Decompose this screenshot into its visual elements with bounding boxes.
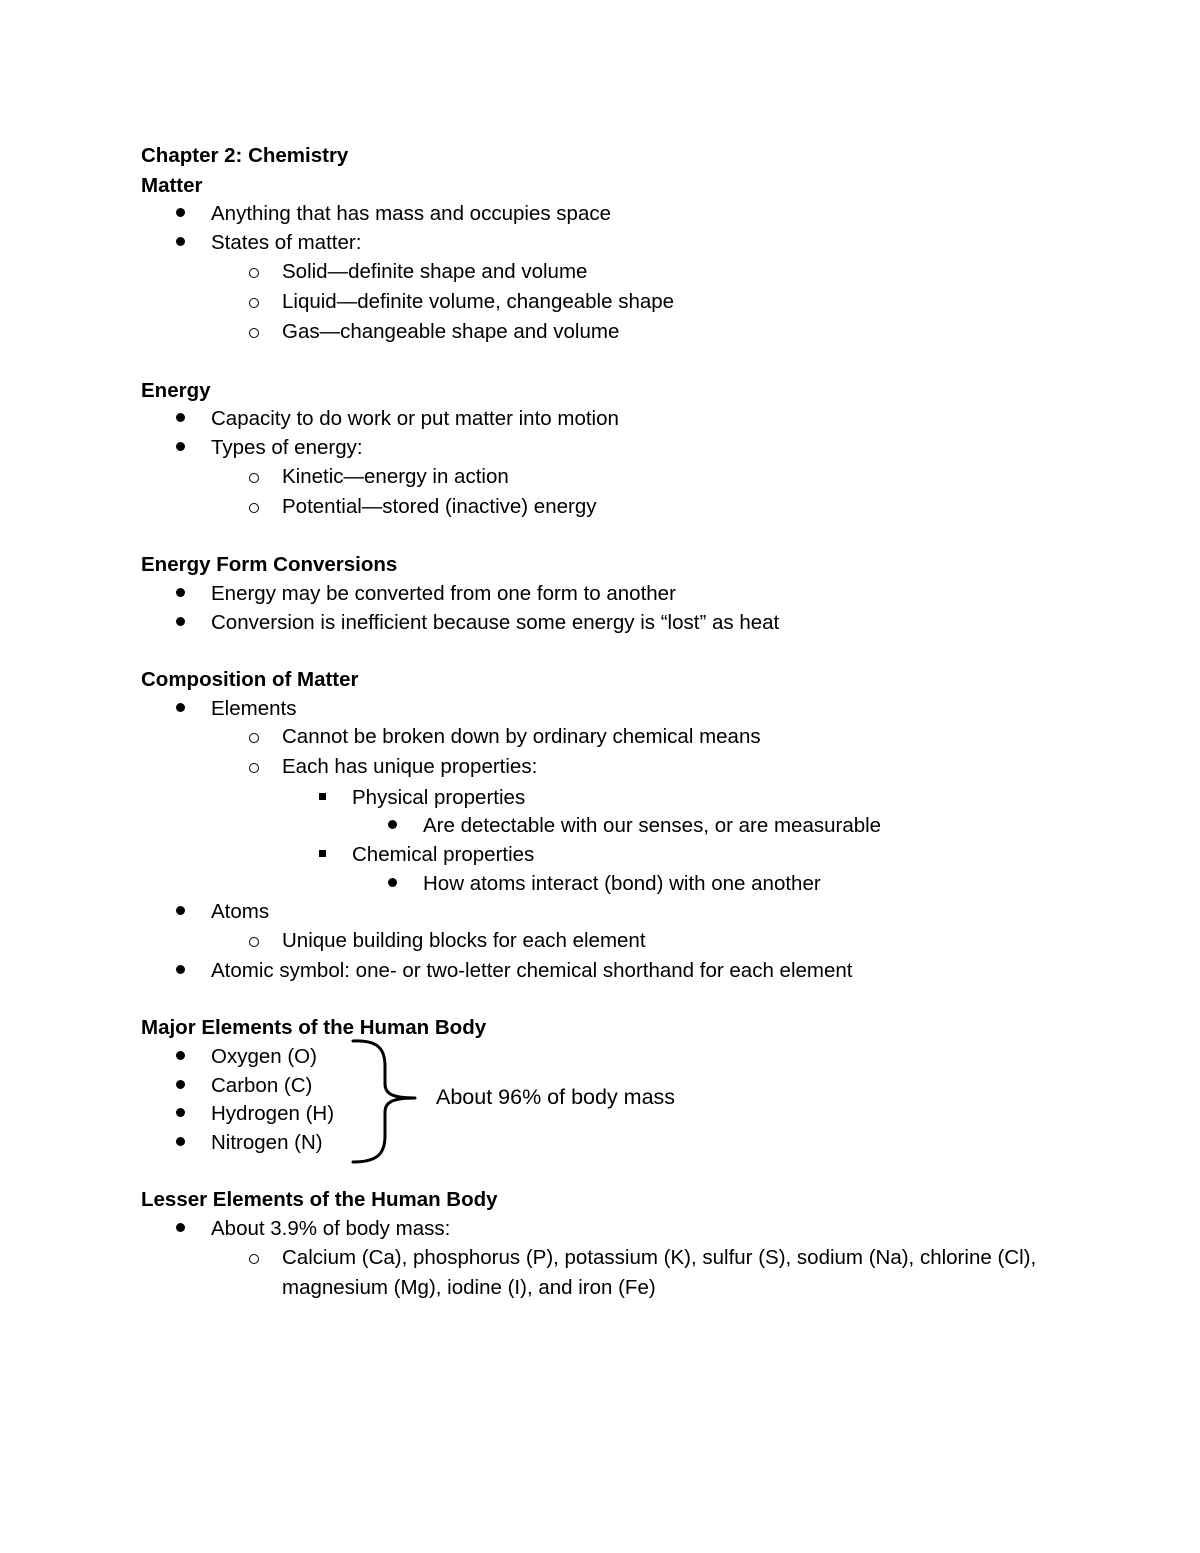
bullet-square-icon xyxy=(319,793,326,800)
section-heading-matter: Matter xyxy=(141,174,203,197)
bullet-circle-icon xyxy=(249,298,259,308)
list-item: Elements xyxy=(211,697,297,720)
list-item: Atomic symbol: one- or two-letter chemical shorthand for each element xyxy=(211,959,853,982)
bullet-disc-icon xyxy=(176,617,185,626)
bullet-disc-icon xyxy=(176,237,185,246)
list-item: Carbon (C) xyxy=(211,1074,313,1097)
list-item-level4: How atoms interact (bond) with one another xyxy=(423,872,821,895)
list-subitem: Potential—stored (inactive) energy xyxy=(282,495,597,518)
list-item: Hydrogen (H) xyxy=(211,1102,335,1125)
list-item: Types of energy: xyxy=(211,436,363,459)
list-subsubitem: Physical properties xyxy=(352,786,526,809)
list-item: Capacity to do work or put matter into motion xyxy=(211,407,619,430)
bullet-disc-icon xyxy=(176,588,185,597)
list-subitem: Cannot be broken down by ordinary chemical means xyxy=(282,725,761,748)
list-subitem-continuation: magnesium (Mg), iodine (I), and iron (Fe) xyxy=(282,1276,656,1299)
bullet-square-icon xyxy=(319,850,326,857)
list-subsubitem: Chemical properties xyxy=(352,843,535,866)
bullet-disc-icon xyxy=(176,965,185,974)
bullet-circle-icon xyxy=(249,503,259,513)
bullet-circle-icon xyxy=(249,473,259,483)
bullet-disc-icon xyxy=(176,1051,185,1060)
bullet-disc-icon xyxy=(388,878,397,887)
list-item: Anything that has mass and occupies space xyxy=(211,202,611,225)
bullet-disc-icon xyxy=(176,208,185,217)
bullet-circle-icon xyxy=(249,268,259,278)
list-subitem: Solid—definite shape and volume xyxy=(282,260,588,283)
list-item: Energy may be converted from one form to another xyxy=(211,582,676,605)
section-heading-conversions: Energy Form Conversions xyxy=(141,553,398,576)
bullet-disc-icon xyxy=(388,820,397,829)
list-item: States of matter: xyxy=(211,231,362,254)
list-subitem: Each has unique properties: xyxy=(282,755,538,778)
list-subitem: Kinetic—energy in action xyxy=(282,465,509,488)
list-item-level4: Are detectable with our senses, or are measurable xyxy=(423,814,882,837)
bullet-circle-icon xyxy=(249,937,259,947)
section-heading-composition: Composition of Matter xyxy=(141,668,359,691)
list-subitem: Gas—changeable shape and volume xyxy=(282,320,620,343)
bullet-disc-icon xyxy=(176,442,185,451)
bullet-disc-icon xyxy=(176,703,185,712)
bullet-circle-icon xyxy=(249,733,259,743)
list-item: Nitrogen (N) xyxy=(211,1131,323,1154)
bullet-disc-icon xyxy=(176,413,185,422)
bullet-disc-icon xyxy=(176,1080,185,1089)
brace-annotation: About 96% of body mass xyxy=(436,1085,676,1109)
bullet-circle-icon xyxy=(249,763,259,773)
bullet-circle-icon xyxy=(249,1254,259,1264)
bullet-circle-icon xyxy=(249,328,259,338)
document-title: Chapter 2: Chemistry xyxy=(141,144,349,167)
list-subitem: Calcium (Ca), phosphorus (P), potassium (K), sulfur (S), sodium (Na), chlorine (Cl), xyxy=(282,1246,1037,1269)
section-heading-lesser-elements: Lesser Elements of the Human Body xyxy=(141,1188,498,1211)
bullet-disc-icon xyxy=(176,1108,185,1117)
bullet-disc-icon xyxy=(176,1137,185,1146)
bullet-disc-icon xyxy=(176,906,185,915)
list-item: Oxygen (O) xyxy=(211,1045,317,1068)
curly-brace-icon xyxy=(345,1036,425,1168)
list-subitem: Unique building blocks for each element xyxy=(282,929,646,952)
list-item: About 3.9% of body mass: xyxy=(211,1217,451,1240)
section-heading-energy: Energy xyxy=(141,379,211,402)
list-item: Atoms xyxy=(211,900,270,923)
list-item: Conversion is inefficient because some energy is “lost” as heat xyxy=(211,611,780,634)
list-subitem: Liquid—definite volume, changeable shape xyxy=(282,290,675,313)
bullet-disc-icon xyxy=(176,1223,185,1232)
section-heading-major-elements: Major Elements of the Human Body xyxy=(141,1016,487,1039)
